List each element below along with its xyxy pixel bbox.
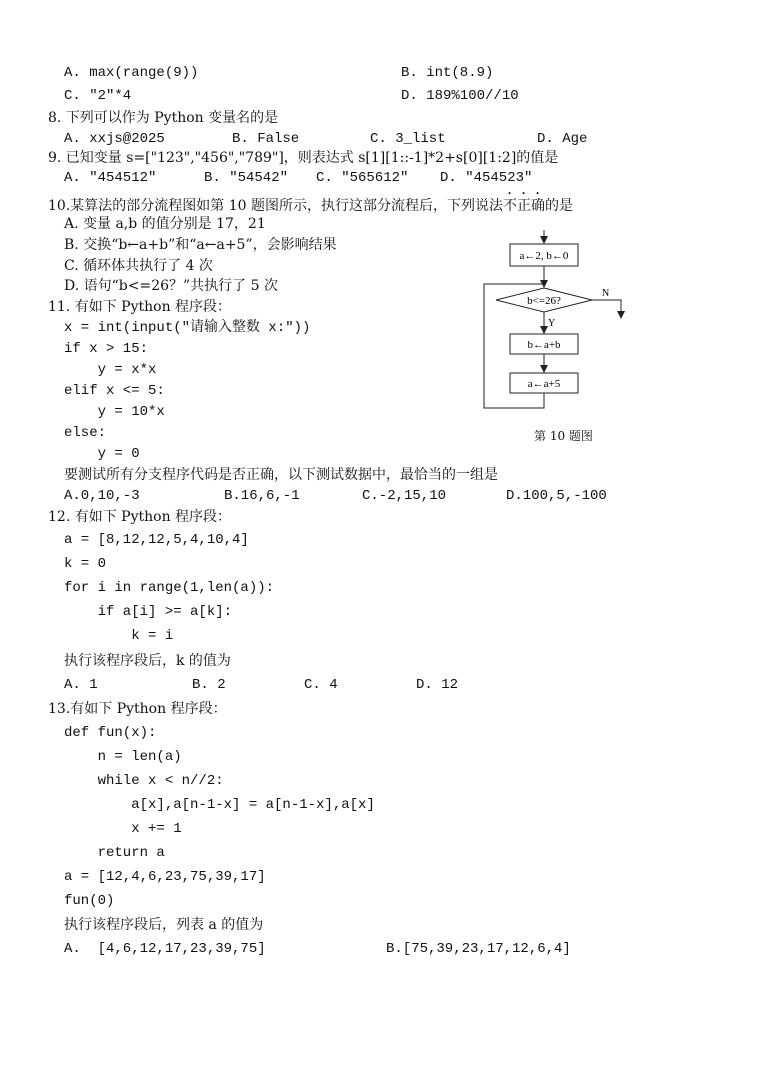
- q12-code-line: a = [8,12,12,5,4,10,4]: [64, 532, 249, 548]
- q12-code-line: for i in range(1,len(a)):: [64, 580, 275, 596]
- flow-step2-text: a←a+5: [527, 378, 561, 390]
- q12-option-b: B. 2: [192, 677, 226, 693]
- q13-stem: 13.有如下 Python 程序段：: [48, 701, 227, 717]
- q12-option-c: C. 4: [304, 677, 338, 693]
- q10-flowchart: [476, 226, 636, 426]
- q7-option-c: C. "2"*4: [64, 88, 132, 104]
- q12-option-d: D. 12: [416, 677, 459, 693]
- q7-option-a: A. max(range(9)): [64, 65, 199, 81]
- q9-option-a: A. "454512": [64, 170, 157, 186]
- q7-option-d: D. 189%100//10: [401, 88, 519, 104]
- q13-question: 执行该程序段后，列表 a 的值为: [64, 917, 264, 933]
- q8-option-d: D. Age: [537, 131, 588, 147]
- q11-code-line: if x > 15:: [64, 341, 149, 357]
- q9-option-c: C. "565612": [316, 170, 409, 186]
- q11-stem: 11. 有如下 Python 程序段：: [48, 299, 232, 315]
- q11-question: 要测试所有分支程序代码是否正确，以下测试数据中，最恰当的一组是: [64, 467, 498, 483]
- q10-option-a: A. 变量 a,b 的值分别是 17，21: [64, 216, 266, 232]
- q10-stem-emphasis: 不正确: [502, 198, 545, 214]
- q9-stem: 9. 已知变量 s=["123","456","789"]，则表达式 s[1][1::-1]*2+s[0][1:2]的值是: [48, 150, 559, 166]
- q13-code-line: def fun(x):: [64, 725, 157, 741]
- q12-code-line: k = i: [64, 628, 174, 644]
- q9-option-d: D. "454523": [440, 170, 533, 186]
- q8-stem: 8. 下列可以作为 Python 变量名的是: [48, 110, 279, 126]
- q8-option-b: B. False: [232, 131, 300, 147]
- q13-code-line: n = len(a): [64, 749, 182, 765]
- q9-option-b: B. "54542": [204, 170, 289, 186]
- q10-option-c: C. 循环体共执行了 4 次: [64, 258, 213, 274]
- q7-option-b: B. int(8.9): [401, 65, 494, 81]
- q11-option-c: C.-2,15,10: [362, 488, 447, 504]
- q10-option-b: B. 交换“b←a+b”和“a←a+5”，会影响结果: [64, 237, 337, 253]
- q12-option-a: A. 1: [64, 677, 98, 693]
- q13-code-line: return a: [64, 845, 165, 861]
- q11-code-line: y = 0: [64, 446, 140, 462]
- q8-option-c: C. 3_list: [370, 131, 446, 147]
- flow-decision-text: b<=26?: [527, 295, 561, 307]
- q11-code-line: y = x*x: [64, 362, 157, 378]
- q13-code-line: a[x],a[n-1-x] = a[n-1-x],a[x]: [64, 797, 375, 813]
- q11-code-line: elif x <= 5:: [64, 383, 165, 399]
- q11-option-b: B.16,6,-1: [224, 488, 300, 504]
- q12-stem: 12. 有如下 Python 程序段：: [48, 509, 232, 525]
- q13-code-line: x += 1: [64, 821, 182, 837]
- q13-code-line: while x < n//2:: [64, 773, 224, 789]
- q13-option-a: A. [4,6,12,17,23,39,75]: [64, 941, 266, 957]
- q10-stem-post: 的是: [544, 198, 573, 214]
- q10-figure-caption: 第 10 题图: [534, 429, 593, 443]
- q8-option-a: A. xxjs@2025: [64, 131, 165, 147]
- q11-option-d: D.100,5,-100: [506, 488, 607, 504]
- q10-stem: [48, 190, 573, 215]
- flow-yes-label: Y: [548, 318, 556, 329]
- q11-code-line: x = int(input("请输入整数 x:")): [64, 320, 311, 336]
- q11-code-line: else:: [64, 425, 107, 441]
- q11-option-a: A.0,10,-3: [64, 488, 140, 504]
- q12-code-line: if a[i] >= a[k]:: [64, 604, 233, 620]
- q11-code-line: y = 10*x: [64, 404, 165, 420]
- q13-option-b: B.[75,39,23,17,12,6,4]: [386, 941, 571, 957]
- flow-no-arrow: [592, 300, 621, 318]
- q12-code-line: k = 0: [64, 556, 107, 572]
- q10-option-d: D. 语句“b<=26？”共执行了 5 次: [64, 278, 278, 294]
- flow-step1-text: b←a+b: [527, 339, 561, 351]
- flow-init-text: a←2, b←0: [519, 250, 569, 262]
- q10-stem-pre: 10.某算法的部分流程图如第 10 题图所示，执行这部分流程后，下列说法: [48, 198, 503, 214]
- q13-code-line: fun(0): [64, 893, 115, 909]
- flow-no-label: N: [602, 288, 610, 299]
- q12-question: 执行该程序段后，k 的值为: [64, 653, 231, 669]
- q13-code-line: a = [12,4,6,23,75,39,17]: [64, 869, 266, 885]
